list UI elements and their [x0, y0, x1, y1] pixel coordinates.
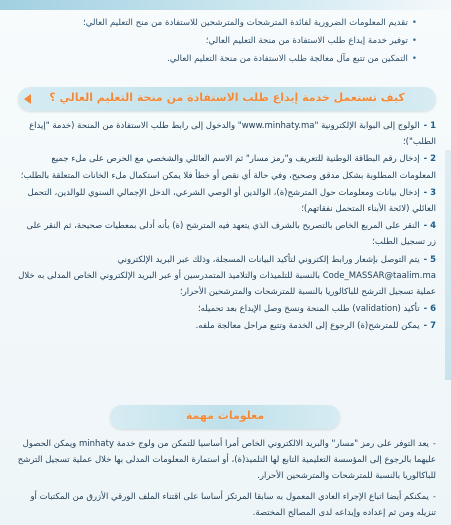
steps-list — [16, 118, 436, 336]
step-4: 4 -النقر على المربع الخاص بالتصريح بالشرف الذي يتعهد فيه المترشح (ة) بأنه أدلى بمعطيات صحيحة، ثم النقر على زر تسجيل الطلب؛ — [26, 221, 436, 248]
step-2: 2 -إدخال رقم البطاقة الوطنية للتعريف و"رمز مسار" ثم الاسم العائلي والشخصي مع الحرص على ملء جميع المعلومات المطلوبة بشكل مدقق وصحيح، وفي حالة أي نقص أو خطأ فلا يمكن استكمال ملء الخانات المتعلقة بالطلب؛ — [20, 154, 436, 181]
how-to-title: كيف تستعمل خدمة إيداع طلب الاستفادة من منحة التعليم العالي ؟ — [49, 91, 405, 104]
info-title: معلومات مهمة — [185, 409, 265, 422]
intro-item: •توفير خدمة إيداع طلب الاستفادة من منحة التعليم العالي؛ — [205, 36, 417, 46]
side-decoration — [445, 150, 451, 380]
note-item: -يمكنكم أيضا اتباع الإجراء العادي المعمول به سابقا المرتكز أساسا على اقتناء الملف الورقي الأزرق من المكتبات أو تنزيله ومن ثم إعداده وإيداعه لدى المصالح المختصة. — [30, 491, 436, 518]
step-7: 7 -يمكن للمترشح(ة) الرجوع إلى الخدمة وتتبع مراحل معالجة ملفه. — [195, 321, 436, 332]
info-banner — [110, 405, 340, 429]
how-to-banner — [18, 87, 436, 111]
bullet-icon: • — [411, 36, 417, 46]
intro-item: •تقديم المعلومات الضرورية لفائدة المترشحات والمترشحين للاستفادة من منح التعليم العالي؛ — [83, 18, 417, 28]
bullet-icon: - — [432, 491, 436, 502]
step-5: 5 -يتم التوصل بإشعار ورابط إلكتروني لتأكيد البيانات المسجلة، وذلك عبر البريد الإلكتروني Code_MASSAR@taalim.ma بالنسبة للتلميذات والتلاميذ المتمدرسين أو عبر البريد الإلكتروني الخاص المدلى به خلال عملية تسجيل الترشح للباكالوريا بالنسبة للمترشحات والمترشحين الأحرار؛ — [18, 254, 436, 298]
step-6: 6 -تأكيد (validation) طلب المنحة ونسخ وصل الإيداع بعد تحميله؛ — [197, 304, 436, 315]
top-decoration — [0, 0, 451, 10]
intro-bullet-list — [17, 14, 417, 68]
bullet-icon: • — [411, 18, 417, 28]
bullet-icon: • — [411, 54, 417, 64]
bullet-icon: - — [432, 439, 436, 449]
intro-item: •التمكين من تتبع مآل معالجة طلب الاستفادة من منحة التعليم العالي. — [167, 54, 417, 64]
step-3: 3 -إدخال بيانات ومعلومات حول المترشح(ة)، الوالدين أو الوصي الشرعي، الدخل الإجمالي السنوي للوالدين، التحمل العائلي (لائحة الأبناء المتحمل نفقاتهم)؛ — [27, 187, 436, 215]
notes-list — [16, 436, 436, 525]
note-item: -يعد التوفر على رمز "مسار" والبريد الالكتروني الخاص أمرا أساسيا للتمكن من ولوج خدمة minhaty ويمكن الحصول عليهما بالرجوع إلى المؤسسة التعليمية التابع لها التلميذ(ة)، أو استمارة المعلومات المدلى بها خلال عملية تسجيل الترشح للباكالوريا بالنسبة للمترشحات والمترشحين الأحرار. — [17, 439, 436, 482]
step-1: 1 -الولوج إلى البوابة الإلكترونية "www.minhaty.ma" والدخول إلى رابط طلب الاستفادة من المنحة (خدمة "إيداع الطلب")؛ — [29, 121, 436, 148]
